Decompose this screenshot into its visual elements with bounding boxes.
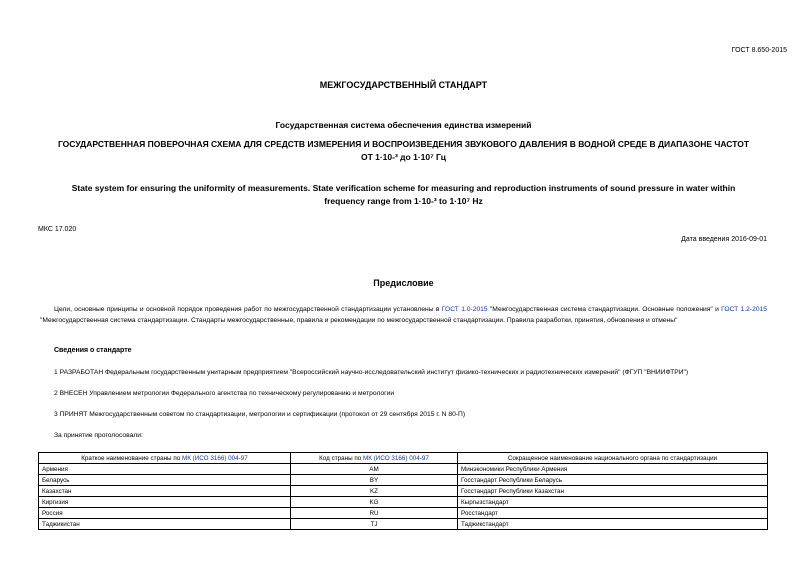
country-cell: Беларусь — [39, 475, 291, 486]
code-cell: TJ — [291, 519, 458, 530]
table-row — [39, 497, 768, 508]
country-cell: Россия — [39, 508, 291, 519]
title-english-line-2: frequency range from 1·10-³ to 1·10⁷ Hz — [324, 196, 483, 206]
title-russian — [30, 138, 777, 164]
country-cell: Таджикистан — [39, 519, 291, 530]
code-cell: AM — [291, 464, 458, 475]
system-name: Государственная система обеспечения единства измерений — [275, 120, 532, 130]
body-cell: Таджикстандарт — [458, 519, 768, 530]
country-cell: Казахстан — [39, 486, 291, 497]
about-item-voted: За принятие проголосовали: — [54, 432, 143, 439]
body-cell: Кыргызстандарт — [458, 497, 768, 508]
code-cell: RU — [291, 508, 458, 519]
table-header-row — [39, 453, 768, 464]
about-standard-heading: Сведения о стандарте — [54, 347, 132, 354]
table-row — [39, 519, 768, 530]
body-cell: Минэкономики Республики Армения — [458, 464, 768, 475]
voting-countries-table — [38, 452, 768, 530]
gost-1-2-link[interactable]: ГОСТ 1.2-2015 — [721, 306, 767, 313]
header-code-mk-link[interactable]: МК (ИСО 3166) 004-97 — [363, 454, 429, 462]
header-country-code — [291, 453, 458, 464]
title-russian-line-2: ОТ 1·10-³ до 1·10⁷ Гц — [360, 152, 447, 162]
title-english-line-1: State system for ensuring the uniformity of measurements. State verification scheme for measuring and reproduction instruments of sound pressure in water within — [71, 183, 736, 193]
header-standards-body: Сокращенное наименование национального органа по стандартизации — [458, 453, 768, 464]
document-id: ГОСТ 8.650-2015 — [731, 47, 787, 54]
code-cell: KZ — [291, 486, 458, 497]
intro-date: Дата введения 2016-09-01 — [681, 236, 767, 243]
country-cell: Киргизия — [39, 497, 291, 508]
gost-1-0-link[interactable]: ГОСТ 1.0-2015 — [441, 306, 488, 313]
header-country-text: Краткое наименование страны по — [81, 454, 182, 462]
about-item-adopted: 3 ПРИНЯТ Межгосударственным советом по стандартизации, метрологии и сертификации (протокол от 29 сентября 2015 г. N 80-П) — [54, 411, 466, 418]
body-cell: Росстандарт — [458, 508, 768, 519]
code-cell: BY — [291, 475, 458, 486]
body-cell: Госстандарт Республики Казахстан — [458, 486, 768, 497]
table-row — [39, 508, 768, 519]
title-english — [30, 182, 777, 208]
foreword-text-a: Цели, основные принципы и основной порядок проведения работ по межгосударственной стандартизации установлены в — [54, 306, 442, 313]
standard-heading: МЕЖГОСУДАРСТВЕННЫЙ СТАНДАРТ — [319, 80, 488, 90]
header-code-text: Код страны по — [319, 454, 364, 462]
body-cell: Госстандарт Республики Беларусь — [458, 475, 768, 486]
header-country-mk-link[interactable]: МК (ИСО 3166) 004-97 — [181, 454, 248, 462]
table-row — [39, 475, 768, 486]
foreword-heading: Предисловие — [373, 278, 434, 288]
code-cell: KG — [291, 497, 458, 508]
about-item-introduced: 2 ВНЕСЕН Управлением метрологии Федерального агентства по техническому регулированию и метрологии — [54, 390, 395, 397]
foreword-text-c: "Межгосударственная система стандартизации. Стандарты межгосударственные, правила и рекомендации по межгосударственной стандартизации. Правила разработки, принятия, обновления и отмены" — [40, 316, 678, 324]
table-row — [39, 486, 768, 497]
table-row — [39, 464, 768, 475]
about-item-developed: 1 РАЗРАБОТАН Федеральным государственным унитарным предприятием "Всероссийский научно-исследовательский институт физико-технических и радиотехнических измерений" (ФГУП "ВНИИФТРИ") — [54, 369, 689, 376]
mks-code: МКС 17.020 — [38, 226, 77, 233]
foreword-text-b: "Межгосударственная система стандартизации. Основные положения" и — [487, 306, 722, 313]
foreword-paragraph — [40, 305, 767, 326]
header-country-name — [39, 453, 291, 464]
country-cell: Армения — [39, 464, 291, 475]
title-russian-line-1: ГОСУДАРСТВЕННАЯ ПОВЕРОЧНАЯ СХЕМА ДЛЯ СРЕДСТВ ИЗМЕРЕНИЯ И ВОСПРОИЗВЕДЕНИЯ ЗВУКОВОГО ДАВЛЕНИЯ В ВОДНОЙ СРЕДЕ В ДИАПАЗОНЕ ЧАСТОТ — [57, 139, 750, 149]
